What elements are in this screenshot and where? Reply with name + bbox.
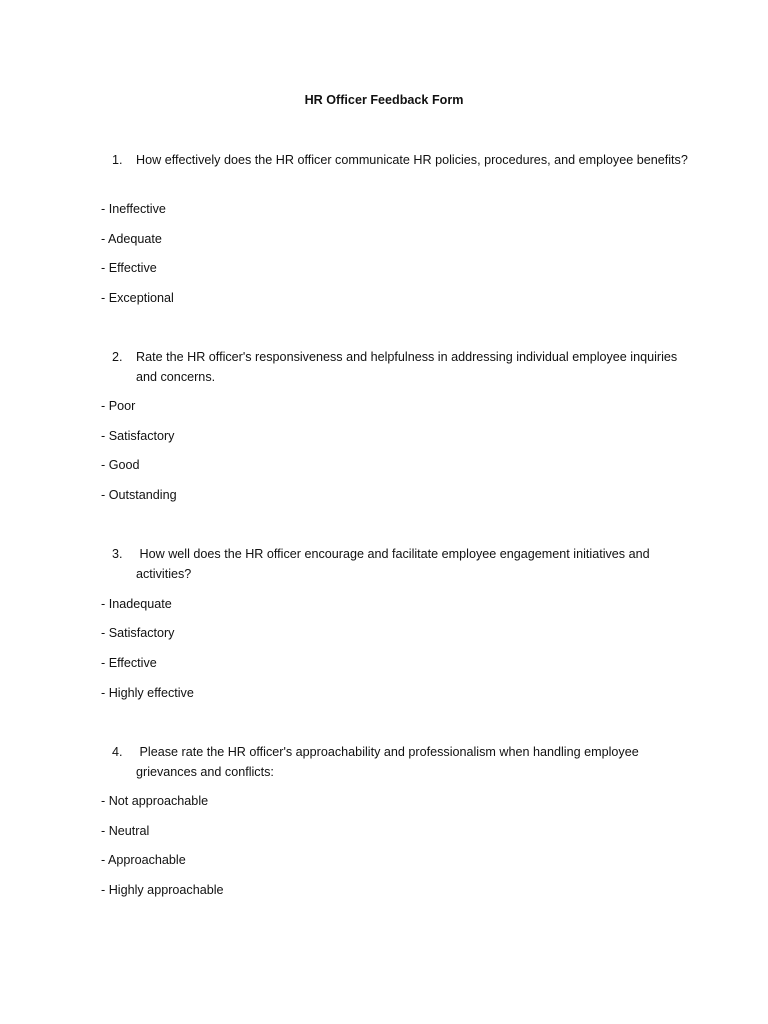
option-item: - Satisfactory bbox=[101, 429, 175, 443]
question-number: 2. bbox=[112, 350, 123, 364]
question-number: 4. bbox=[112, 745, 123, 759]
option-item: - Poor bbox=[101, 399, 136, 413]
option-item: - Not approachable bbox=[101, 794, 209, 808]
option-item: - Outstanding bbox=[101, 488, 177, 502]
question-text: How effectively does the HR officer communicate HR policies, procedures, and employee benefits? bbox=[136, 153, 688, 167]
option-item: - Effective bbox=[101, 261, 157, 275]
option-item: - Satisfactory bbox=[101, 626, 175, 640]
question-number: 3. bbox=[112, 547, 123, 561]
option-item: - Effective bbox=[101, 656, 157, 670]
question-text: How well does the HR officer encourage and facilitate employee engagement initiatives and activities? bbox=[136, 547, 654, 581]
option-item: - Good bbox=[101, 458, 140, 472]
option-item: - Highly approachable bbox=[101, 883, 224, 897]
question-1 bbox=[112, 150, 692, 170]
option-item: - Highly effective bbox=[101, 686, 194, 700]
question-2 bbox=[112, 347, 692, 387]
option-item: - Approachable bbox=[101, 853, 186, 867]
option-item: - Exceptional bbox=[101, 291, 174, 305]
page-title: HR Officer Feedback Form bbox=[304, 93, 464, 107]
question-text: Rate the HR officer's responsiveness and helpfulness in addressing individual employee inquiries and concerns. bbox=[136, 350, 678, 384]
question-number: 1. bbox=[112, 153, 123, 167]
option-item: - Ineffective bbox=[101, 202, 166, 216]
question-3 bbox=[112, 544, 692, 584]
option-item: - Inadequate bbox=[101, 597, 172, 611]
question-text: Please rate the HR officer's approachability and professionalism when handling employee grievances and conflicts: bbox=[136, 745, 643, 779]
option-item: - Adequate bbox=[101, 232, 162, 246]
question-4 bbox=[112, 742, 692, 782]
option-item: - Neutral bbox=[101, 824, 150, 838]
